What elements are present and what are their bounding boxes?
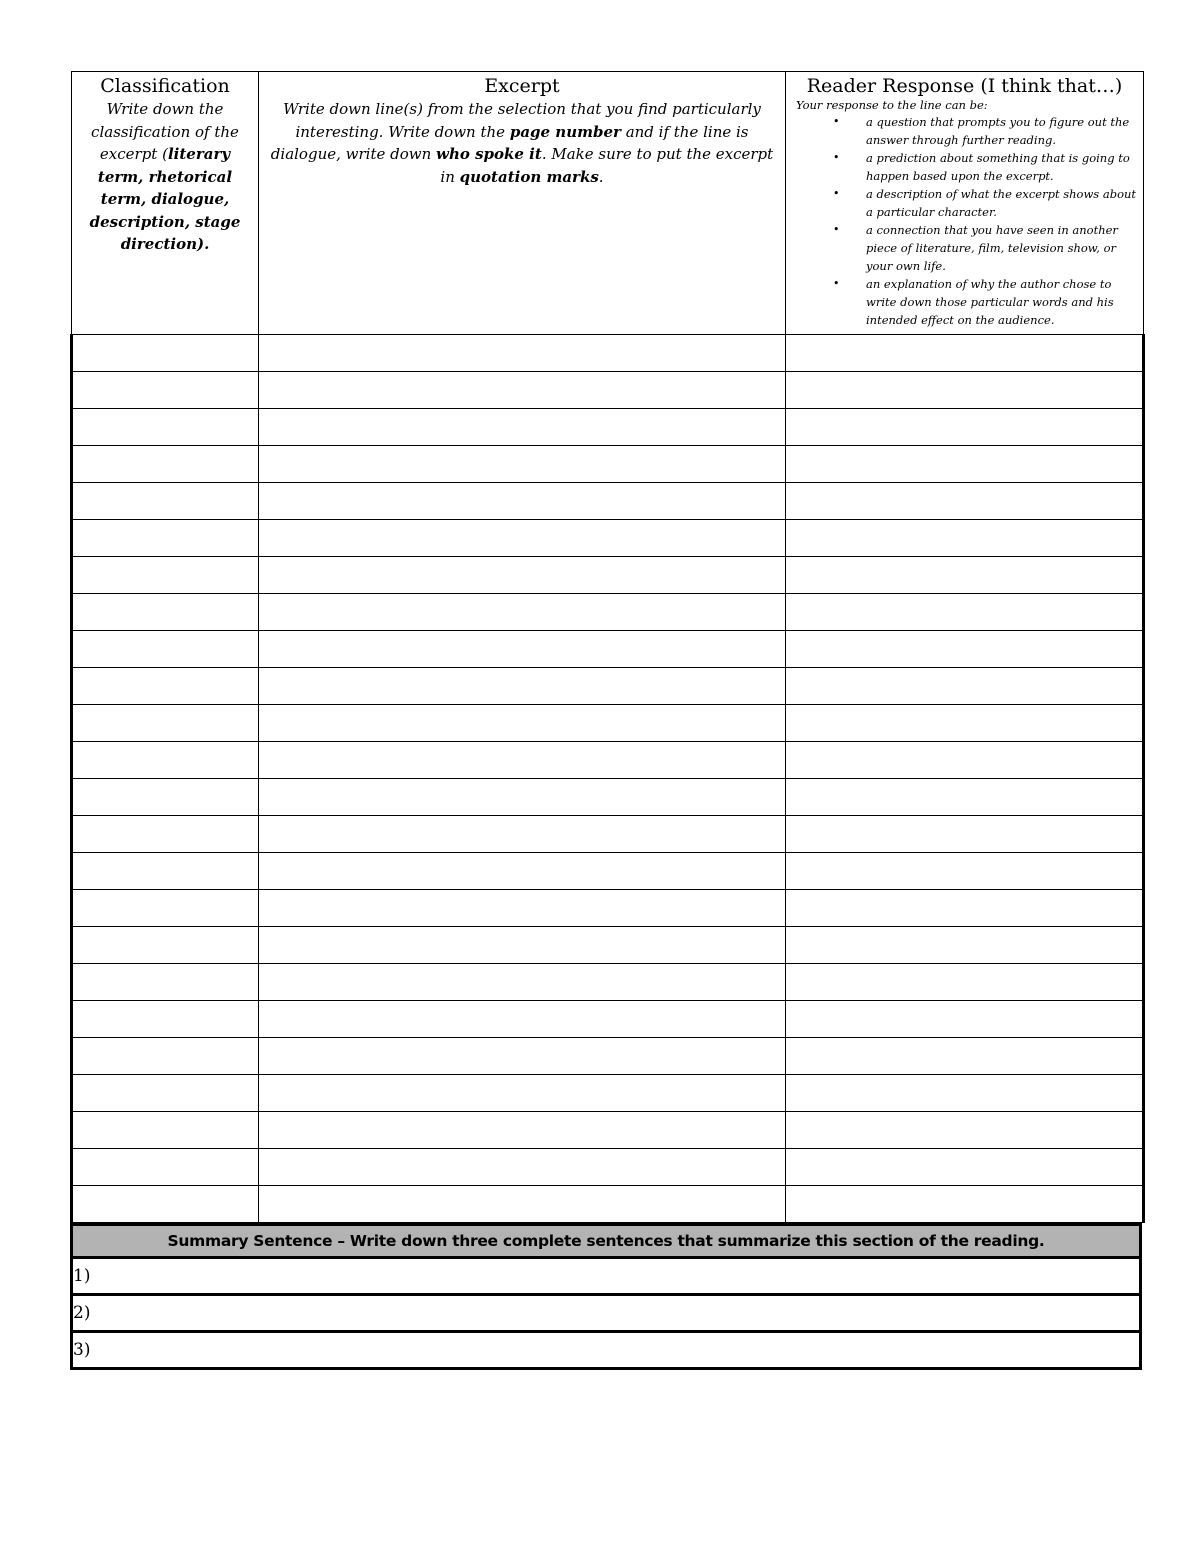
classification-header (72, 72, 259, 335)
response-cell[interactable] (786, 742, 1144, 779)
entry-row (72, 1112, 1144, 1149)
classification-cell[interactable] (72, 1038, 259, 1075)
response-cell[interactable] (786, 853, 1144, 890)
entry-row (72, 1075, 1144, 1112)
reader-response-header (786, 72, 1144, 335)
classification-cell[interactable] (72, 557, 259, 594)
response-cell[interactable] (786, 594, 1144, 631)
summary-line-2[interactable]: 2) (72, 1295, 1141, 1332)
response-cell[interactable] (786, 446, 1144, 483)
classification-cell[interactable] (72, 409, 259, 446)
reader-response-options (786, 113, 1143, 329)
entry-row (72, 890, 1144, 927)
entry-row (72, 520, 1144, 557)
excerpt-cell[interactable] (259, 927, 786, 964)
entry-row (72, 372, 1144, 409)
classification-cell[interactable] (72, 372, 259, 409)
writing-rows (72, 335, 1144, 1223)
response-cell[interactable] (786, 779, 1144, 816)
entry-row (72, 594, 1144, 631)
entry-row (72, 1186, 1144, 1223)
response-option: • a prediction about something that is going to happen based upon the excerpt. (833, 151, 1130, 183)
response-cell[interactable] (786, 372, 1144, 409)
entry-row (72, 446, 1144, 483)
bullet-icon: • (833, 151, 840, 164)
classification-cell[interactable] (72, 631, 259, 668)
entry-row (72, 927, 1144, 964)
response-cell[interactable] (786, 668, 1144, 705)
excerpt-cell[interactable] (259, 705, 786, 742)
excerpt-cell[interactable] (259, 1001, 786, 1038)
classification-cell[interactable] (72, 742, 259, 779)
excerpt-cell[interactable] (259, 668, 786, 705)
excerpt-cell[interactable] (259, 483, 786, 520)
excerpt-cell[interactable] (259, 557, 786, 594)
excerpt-cell[interactable] (259, 853, 786, 890)
entry-row (72, 1149, 1144, 1186)
entry-row (72, 483, 1144, 520)
response-cell[interactable] (786, 1038, 1144, 1075)
response-cell[interactable] (786, 1149, 1144, 1186)
reading-log-table (70, 71, 1145, 1223)
response-log-sheet (70, 71, 1142, 1370)
excerpt-cell[interactable] (259, 742, 786, 779)
excerpt-title: Excerpt (484, 75, 560, 97)
header-row (72, 72, 1144, 335)
entry-row (72, 964, 1144, 1001)
excerpt-cell[interactable] (259, 1112, 786, 1149)
classification-cell[interactable] (72, 964, 259, 1001)
summary-heading-row (72, 1225, 1141, 1258)
response-cell[interactable] (786, 964, 1144, 1001)
response-cell[interactable] (786, 1001, 1144, 1038)
entry-row (72, 705, 1144, 742)
excerpt-cell[interactable] (259, 1038, 786, 1075)
response-cell[interactable] (786, 816, 1144, 853)
response-cell[interactable] (786, 705, 1144, 742)
excerpt-cell[interactable] (259, 964, 786, 1001)
classification-cell[interactable] (72, 1186, 259, 1223)
response-cell[interactable] (786, 557, 1144, 594)
response-option: • a question that prompts you to figure out the answer through further reading. (833, 115, 1130, 147)
entry-row (72, 853, 1144, 890)
summary-line[interactable] (72, 1332, 1141, 1369)
response-option: • a description of what the excerpt shows about a particular character. (833, 187, 1137, 219)
classification-cell[interactable] (72, 927, 259, 964)
classification-cell[interactable] (72, 1149, 259, 1186)
entry-row (72, 779, 1144, 816)
classification-cell[interactable] (72, 890, 259, 927)
classification-cell[interactable] (72, 1001, 259, 1038)
reader-response-title: Reader Response (I think that…) (806, 75, 1123, 97)
entry-row (72, 335, 1144, 372)
classification-cell[interactable] (72, 483, 259, 520)
bullet-icon: • (833, 223, 840, 236)
classification-cell[interactable] (72, 816, 259, 853)
classification-cell[interactable] (72, 335, 259, 372)
entry-row (72, 1001, 1144, 1038)
excerpt-cell[interactable] (259, 1186, 786, 1223)
entry-row (72, 409, 1144, 446)
excerpt-instructions: Write down line(s) from the selection that you find particularly interesting. Write down the page number and if the line is dialogue, write down who spoke it. Make sure to put the excerpt in quotation marks. (270, 100, 774, 186)
excerpt-cell[interactable] (259, 890, 786, 927)
response-cell[interactable] (786, 409, 1144, 446)
excerpt-cell[interactable] (259, 631, 786, 668)
excerpt-cell[interactable] (259, 816, 786, 853)
summary-line[interactable] (72, 1295, 1141, 1332)
excerpt-cell[interactable] (259, 779, 786, 816)
classification-cell[interactable] (72, 853, 259, 890)
excerpt-cell[interactable] (259, 594, 786, 631)
response-cell[interactable] (786, 927, 1144, 964)
excerpt-cell[interactable] (259, 520, 786, 557)
response-cell[interactable] (786, 483, 1144, 520)
response-cell[interactable] (786, 631, 1144, 668)
classification-cell[interactable] (72, 668, 259, 705)
excerpt-cell[interactable] (259, 409, 786, 446)
bullet-icon: • (833, 277, 840, 290)
entry-row (72, 742, 1144, 779)
reader-response-intro: Your response to the line can be: (796, 98, 988, 112)
response-cell[interactable] (786, 1075, 1144, 1112)
response-option: • a connection that you have seen in another piece of literature, film, television show, or your own life. (833, 223, 1118, 273)
entry-row (72, 557, 1144, 594)
entry-row (72, 668, 1144, 705)
response-cell[interactable] (786, 1112, 1144, 1149)
response-cell[interactable] (786, 520, 1144, 557)
summary-heading: Summary Sentence – Write down three complete sentences that summarize this section of the reading. (72, 1225, 1141, 1258)
summary-line-3[interactable]: 3) (72, 1332, 1141, 1369)
classification-cell[interactable] (72, 520, 259, 557)
response-cell[interactable] (786, 1186, 1144, 1223)
excerpt-cell[interactable] (259, 335, 786, 372)
excerpt-cell[interactable] (259, 372, 786, 409)
classification-cell[interactable] (72, 705, 259, 742)
classification-cell[interactable] (72, 1112, 259, 1149)
summary-table (70, 1223, 1142, 1370)
entry-row (72, 631, 1144, 668)
summary-line-1[interactable]: 1) (72, 1258, 1141, 1295)
response-option: • an explanation of why the author chose to write down those particular words and his intended effect on the audience. (833, 277, 1114, 327)
classification-title: Classification (100, 75, 230, 97)
excerpt-cell[interactable] (259, 1149, 786, 1186)
classification-instructions: Write down the classification of the excerpt (literary term, rhetorical term, dialogue, description, stage direction). (89, 100, 241, 253)
excerpt-cell[interactable] (259, 1075, 786, 1112)
entry-row (72, 1038, 1144, 1075)
classification-cell[interactable] (72, 594, 259, 631)
bullet-icon: • (833, 115, 840, 128)
excerpt-header (259, 72, 786, 335)
entry-row (72, 816, 1144, 853)
classification-cell[interactable] (72, 446, 259, 483)
summary-line[interactable] (72, 1258, 1141, 1295)
classification-cell[interactable] (72, 779, 259, 816)
bullet-icon: • (833, 187, 840, 200)
response-cell[interactable] (786, 890, 1144, 927)
excerpt-cell[interactable] (259, 446, 786, 483)
response-cell[interactable] (786, 335, 1144, 372)
classification-cell[interactable] (72, 1075, 259, 1112)
